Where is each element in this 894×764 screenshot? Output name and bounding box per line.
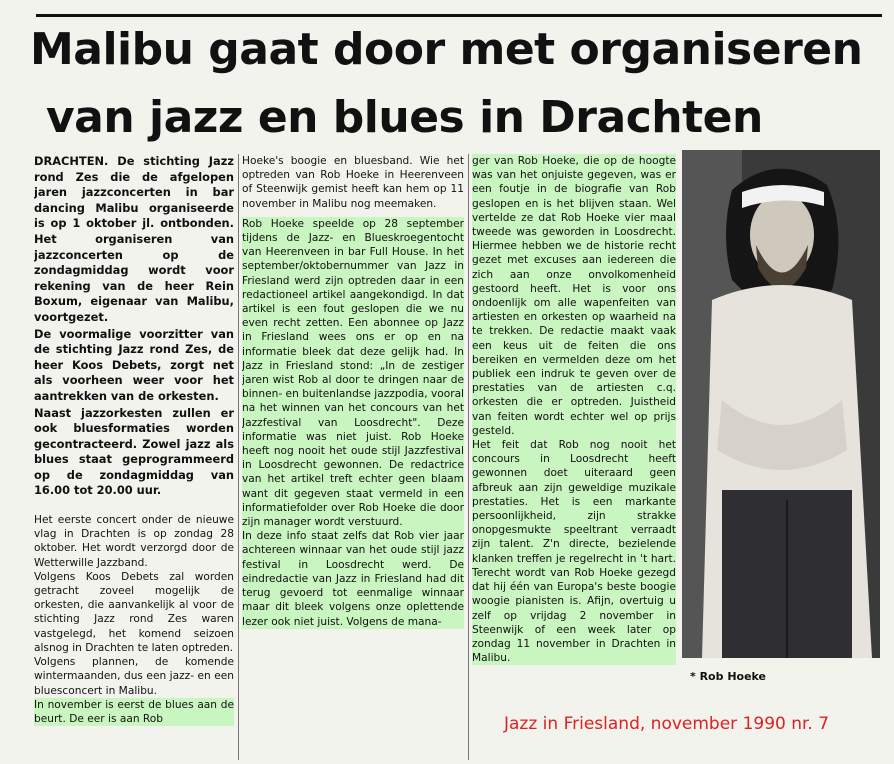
lead-paragraph: De voormalige voorzitter van de stichting Jazz rond Zes, de heer Koos Debets, zorgt net als voorheen weer voor het aantrekken van de orkesten. [34, 326, 234, 403]
lead-paragraph: Naast jazzorkesten zullen er ook bluesformaties worden gecontracteerd. Zowel jazz als blues staat geprogrammeerd op de zondagmiddag van 16.00 tot 20.00 uur. [34, 405, 234, 498]
highlighted-paragraph: In deze info staat zelfs dat Rob vier jaar achtereen winnaar van het oude stijl jazz festival in Loosdrecht werd. De eindredactie van Jazz in Friesland had dit terug gevoerd tot eenmalige winnaar maar dit bleek volgens onze oplettende lezer ook niet juist. Volgens de mana- [242, 530, 464, 628]
lead-paragraph: DRACHTEN. De stichting Jazz rond Zes die de afgelopen jaren jazzconcerten in bar dancing Malibu organiseerde is op 1 oktober jl. ontbonden. Het organiseren van jazzconcerten op de zondagmiddag wordt voor rekening van de heer Rein Boxum, eigenaar van Malibu, voortgezet. [34, 154, 234, 324]
article-column-3 [472, 154, 676, 760]
body-paragraph: Hoeke's boogie en bluesband. Wie het optreden van Rob Hoeke in Heerenveen of Steenwijk gemist heeft kan hem op 11 november in Malibu nog meemaken. [242, 155, 464, 210]
headline-line-1: Malibu gaat door met organiseren [30, 24, 863, 75]
highlighted-paragraph: ger van Rob Hoeke, die op de hoogte was van het onjuiste gegeven, was er een foutje in de biografie van Rob geslopen en is het blijven staan. Wel vertelde ze dat Rob Hoeke vier maal tweede was geworden in Loosdrecht. Hiermee hebben we de historie recht gezet met excuses aan iedereen die zich aan onze onvolkomenheid gestoord heeft. Het is voor ons ondoenlijk om alle wapenfeiten van artiesten en orkesten op waarheid na te trekken. De redactie maakt vaak een keus uit de feiten die ons bereiken en vermelden deze om het publiek een indruk te geven over de prestaties van de artiesten c.q. orkesten die er optreden. Juistheid van feiten wordt echter wel op prijs gesteld. [472, 155, 676, 437]
article-column-1 [34, 154, 234, 760]
rob-hoeke-photo [682, 150, 880, 658]
body-paragraph: Volgens plannen, de komende wintermaanden, dus een jazz- en een bluesconcert in Malibu. [34, 656, 234, 697]
highlighted-paragraph: Het feit dat Rob nog nooit het concours in Loosdrecht heeft gewonnen doet uiteraard geen afbreuk aan zijn geweldige muzikale prestaties. Het is een markante persoonlijkheid, zijn strakke onopgesmukte speeltrant verraadt zijn talent. Z'n directe, bezielende klanken treffen je regelrecht in 't hart. Terecht wordt van Rob Hoeke gezegd dat hij één van Europa's beste boogie woogie pianisten is. Afijn, overtuig u zelf op vrijdag 2 november in Steenwijk of een week later op zondag 11 november in Drachten in Malibu. [472, 439, 676, 665]
body-paragraph: Het eerste concert onder de nieuwe vlag in Drachten is op zondag 28 oktober. Het wordt verzorgd door de Wetterwille Jazzband. [34, 514, 234, 569]
highlighted-paragraph: Rob Hoeke speelde op 28 september tijdens de Jazz- en Blueskroegentocht van Heerenveen in bar Full House. In het september/oktobernummer van Jazz in Friesland werd zijn optreden daar in een redactioneel artikel aangekondigd. In dat artikel is een fout geslopen die we nu even recht zetten. Een abonnee op Jazz in Friesland wees ons er op en na informatie bleek dat deze gelijk had. In Jazz in Friesland stond: „In de zestiger jaren wist Rob al door te dringen naar de binnen- en buitenlandse jazzpodia, vooral na het winnen van het concours van het Jazzfestival van Loosdrecht". Deze informatie was niet juist. Rob Hoeke heeft nog nooit het oude stijl Jazzfestival in Loosdrecht gewonnen. De redactrice van het artikel treft echter geen blaam want dit gegeven staat vermeld in een informatiefolder over Rob Hoeke die door zijn manager wordt verstuurd. [242, 217, 464, 529]
source-note: Jazz in Friesland, november 1990 nr. 7 [504, 714, 830, 734]
column-divider [238, 154, 239, 760]
column-divider [468, 154, 469, 760]
body-paragraph: Volgens Koos Debets zal worden getracht zoveel mogelijk de orkesten, die aanvankelijk al voor de stichting Jazz rond Zes waren vastgelegd, het komend seizoen alsnog in Drachten te laten optreden. [34, 570, 234, 654]
headline-line-2: van jazz en blues in Drachten [46, 92, 763, 143]
photo-caption: * Rob Hoeke [690, 670, 767, 683]
article-column-2 [242, 154, 464, 760]
highlighted-paragraph: In november is eerst de blues aan de beurt. De eer is aan Rob [34, 698, 234, 725]
top-rule [36, 14, 882, 17]
